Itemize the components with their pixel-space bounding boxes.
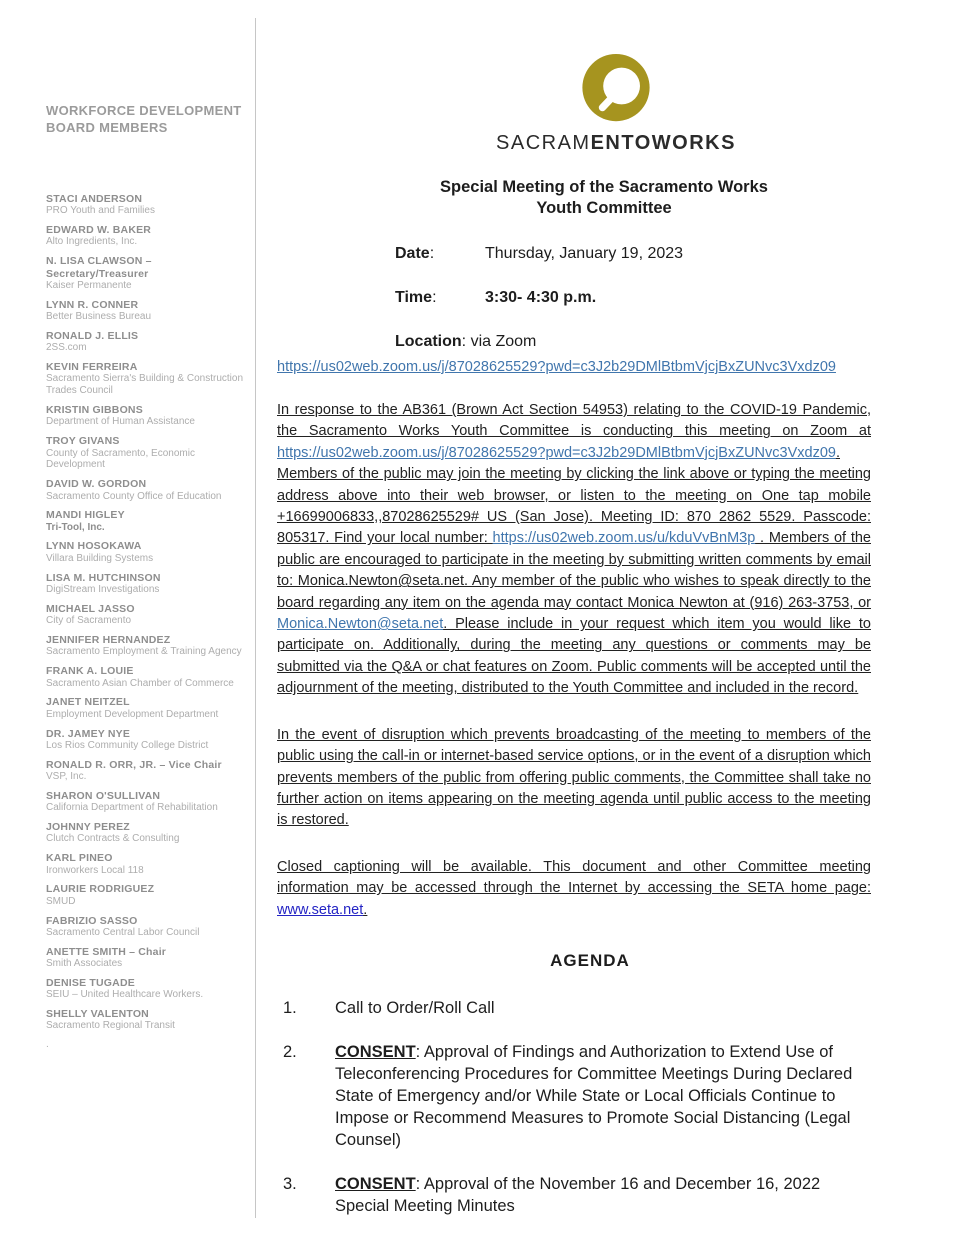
member-organization: Los Rios Community College District <box>46 739 209 751</box>
main-content <box>277 0 871 1239</box>
member-name: DR. JAMEY NYE <box>46 727 131 740</box>
member-name: RONALD R. ORR, JR. – Vice Chair <box>46 758 222 771</box>
member-name: MANDI HIGLEY <box>46 509 125 522</box>
member-organization: DigiStream Investigations <box>46 584 160 596</box>
agenda-item <box>277 1173 871 1217</box>
vertical-divider <box>255 18 256 1218</box>
zoom-meeting-link-inline[interactable]: https://us02web.zoom.us/j/87028625529?pwd=c3J2b29DMlBtbmVjcjBxZUNvc3Vxdz09 <box>277 444 836 461</box>
board-member <box>46 509 252 533</box>
member-name: EDWARD W. BAKER <box>46 223 152 236</box>
board-member <box>46 821 252 845</box>
location-label: Location <box>395 333 462 350</box>
date-label: Date: <box>395 245 435 262</box>
board-member-list <box>46 193 252 1032</box>
member-organization: PRO Youth and Families <box>46 205 155 217</box>
member-organization: Sacramento Central Labor Council <box>46 926 200 938</box>
member-organization: Sacramento County Office of Education <box>46 490 222 502</box>
board-member <box>46 404 252 428</box>
board-member <box>46 977 252 1001</box>
agenda-item-text: CONSENT: Approval of the November 16 and December 16, 2022 Special Meeting Minutes <box>335 1174 821 1215</box>
meeting-title-line1: Special Meeting of the Sacramento Works <box>440 178 768 196</box>
member-name: MICHAEL JASSO <box>46 602 135 615</box>
closed-captioning-paragraph: Closed captioning will be available. This document and other Committee meeting information may be accessed through the Internet by accessing the SETA home page: www.seta.net. <box>277 858 871 918</box>
logo-wordmark <box>319 132 913 155</box>
member-name: TROY GIVANS <box>46 435 120 448</box>
sidebar-heading: WORKFORCE DEVELOPMENT BOARD MEMBERS <box>46 103 242 135</box>
member-organization: Sacramento Employment & Training Agency <box>46 646 242 658</box>
disruption-paragraph: In the event of disruption which prevents broadcasting of the meeting to members of the public using the call-in or internet-based service options, or in the event of a disruption which prevents members of the public from offering public comments, the Committee shall take no further action on items appearing on the meeting agenda until public access to the meeting is restored. <box>277 726 871 829</box>
board-member <box>46 540 252 564</box>
member-organization: County of Sacramento, Economic Development <box>46 447 195 471</box>
zoom-meeting-link[interactable]: https://us02web.zoom.us/j/87028625529?pwd=c3J2b29DMlBtbmVjcjBxZUNvc3Vxdz09 <box>277 359 836 375</box>
member-name: N. LISA CLAWSON – Secretary/Treasurer <box>46 255 152 280</box>
member-organization: Sacramento Regional Transit <box>46 1020 175 1032</box>
board-members-sidebar <box>46 103 252 1050</box>
consent-label: CONSENT <box>335 1174 416 1193</box>
board-member <box>46 330 252 354</box>
member-name: ANETTE SMITH – Chair <box>46 945 167 958</box>
sidebar-footer-dot: . <box>46 1039 49 1051</box>
member-name: STACI ANDERSON <box>46 192 143 205</box>
member-organization: Employment Development Department <box>46 708 219 720</box>
board-member <box>46 435 252 471</box>
member-name: KARL PINEO <box>46 852 113 865</box>
zoom-link-line <box>277 359 871 375</box>
email-monica-newton-link[interactable]: Monica.Newton@seta.net <box>277 616 444 633</box>
member-name: FRANK A. LOUIE <box>46 665 134 678</box>
board-member <box>46 759 252 783</box>
agenda-heading: AGENDA <box>550 950 630 970</box>
board-member <box>46 299 252 323</box>
member-name: JANET NEITZEL <box>46 696 130 709</box>
agenda-item-text: CONSENT: Approval of Findings and Authorization to Extend Use of Teleconferencing Procedures for Committee Meetings During Declared State of Emergency and/or While State or Local Officials Continue to Impose or Recommend Measures to Promote Social Distancing (Legal Counsel) <box>335 1042 853 1149</box>
member-organization: Clutch Contracts & Consulting <box>46 833 180 845</box>
member-organization: City of Sacramento <box>46 615 132 627</box>
board-member <box>46 915 252 939</box>
member-name: DAVID W. GORDON <box>46 478 147 491</box>
member-name: DENISE TUGADE <box>46 976 135 989</box>
member-name: LISA M. HUTCHINSON <box>46 571 161 584</box>
logo-word-works: WORKS <box>651 132 736 154</box>
member-organization: VSP, Inc. <box>46 771 87 783</box>
member-organization: Better Business Bureau <box>46 311 152 323</box>
member-organization: Alto Ingredients, Inc. <box>46 236 138 248</box>
board-member <box>46 361 252 397</box>
time-label: Time: <box>395 289 437 306</box>
agenda-item <box>277 997 871 1019</box>
board-member <box>46 665 252 689</box>
board-member <box>46 255 252 292</box>
board-member <box>46 572 252 596</box>
location-value: : via Zoom <box>461 333 537 350</box>
board-member <box>46 634 252 658</box>
board-member <box>46 852 252 876</box>
board-member <box>46 603 252 627</box>
meeting-title <box>307 177 901 219</box>
ring-logo-icon <box>576 50 656 130</box>
board-member <box>46 883 252 907</box>
member-name: SHELLY VALENTON <box>46 1008 149 1021</box>
logo-word-ento: ENTO <box>590 132 652 154</box>
meeting-title-line2: Youth Committee <box>536 199 672 217</box>
member-organization: Tri-Tool, Inc. <box>46 521 105 533</box>
agenda-item <box>277 1041 871 1151</box>
time-row <box>277 289 871 307</box>
logo-word-light: SACRAM <box>496 132 591 154</box>
member-organization: Department of Human Assistance <box>46 416 195 428</box>
location-row <box>277 333 871 351</box>
agenda-item-number: 1. <box>283 998 297 1017</box>
agenda-item-text: Call to Order/Roll Call <box>335 998 495 1017</box>
member-organization: Sacramento Sierra's Building & Construction Trades Council <box>46 373 244 397</box>
meeting-meta <box>277 245 871 351</box>
member-organization: SMUD <box>46 895 76 907</box>
member-organization: SEIU – United Healthcare Workers. <box>46 989 204 1001</box>
agenda-item-number: 3. <box>283 1174 297 1193</box>
agenda-item-number: 2. <box>283 1042 297 1061</box>
member-name: KRISTIN GIBBONS <box>46 403 143 416</box>
board-member <box>46 790 252 814</box>
board-member <box>46 946 252 970</box>
member-name: LAURIE RODRIGUEZ <box>46 883 155 896</box>
date-value: Thursday, January 19, 2023 <box>485 245 684 262</box>
member-name: LYNN R. CONNER <box>46 298 139 311</box>
seta-homepage-link[interactable]: www.seta.net <box>277 901 364 918</box>
member-name: KEVIN FERREIRA <box>46 361 138 374</box>
consent-label: CONSENT <box>335 1042 416 1061</box>
member-name: LYNN HOSOKAWA <box>46 540 142 553</box>
member-organization: Ironworkers Local 118 <box>46 864 144 876</box>
member-organization: 2SS.com <box>46 342 87 354</box>
time-value: 3:30- 4:30 p.m. <box>485 289 597 306</box>
agenda-list <box>277 997 871 1217</box>
board-member <box>46 1008 252 1032</box>
sacramento-works-logo <box>319 50 913 155</box>
member-name: RONALD J. ELLIS <box>46 329 139 342</box>
zoom-local-number-link[interactable]: https://us02web.zoom.us/u/kduVvBnM3p <box>492 530 756 547</box>
member-name: JOHNNY PEREZ <box>46 821 130 834</box>
member-organization: California Department of Rehabilitation <box>46 802 218 814</box>
board-member <box>46 696 252 720</box>
member-organization: Villara Building Systems <box>46 552 154 564</box>
member-organization: Smith Associates <box>46 958 123 970</box>
member-name: JENNIFER HERNANDEZ <box>46 633 171 646</box>
member-organization: Sacramento Asian Chamber of Commerce <box>46 677 234 689</box>
member-name: SHARON O'SULLIVAN <box>46 789 161 802</box>
public-participation-paragraph: In response to the AB361 (Brown Act Section 54953) relating to the COVID-19 Pandemic, the Sacramento Works Youth Committee is conducting this meeting on Zoom at https://us02web.zoom.us/j/87028625529?pwd=c3J2b29DMlBtbmVjcjBxZUNvc3Vxdz09. Members of the public may join the meeting by clicking the link above or typing the meeting address above into their web browser, or listen to the meeting on One tap mobile +16699006833,,87028625529# US (San Jose). Meeting ID: 870 2862 5529. Passcode: 805317. Find your local number: https://us02web.zoom.us/u/kduVvBnM3p . Members of the public are encouraged to participate in the meeting by submitting written comments by email to: Monica.Newton@seta.net. Any member of the public who wishes to speak directly to the board regarding any item on the agenda may contact Monica Newton at (916) 263-3753, or Monica.Newton@seta.net. Please include in your request which item you would like to participate on. Additionally, during the meeting any questions or comments may be submitted via the Q&A or chat features on Zoom. Public comments will be accepted until the adjournment of the meeting, distributed to the Youth Committee and included in the record. <box>277 402 871 697</box>
board-member <box>46 193 252 217</box>
board-member <box>46 224 252 248</box>
date-row <box>277 245 871 263</box>
member-organization: Kaiser Permanente <box>46 279 132 291</box>
board-member <box>46 478 252 502</box>
board-member <box>46 728 252 752</box>
member-name: FABRIZIO SASSO <box>46 914 138 927</box>
